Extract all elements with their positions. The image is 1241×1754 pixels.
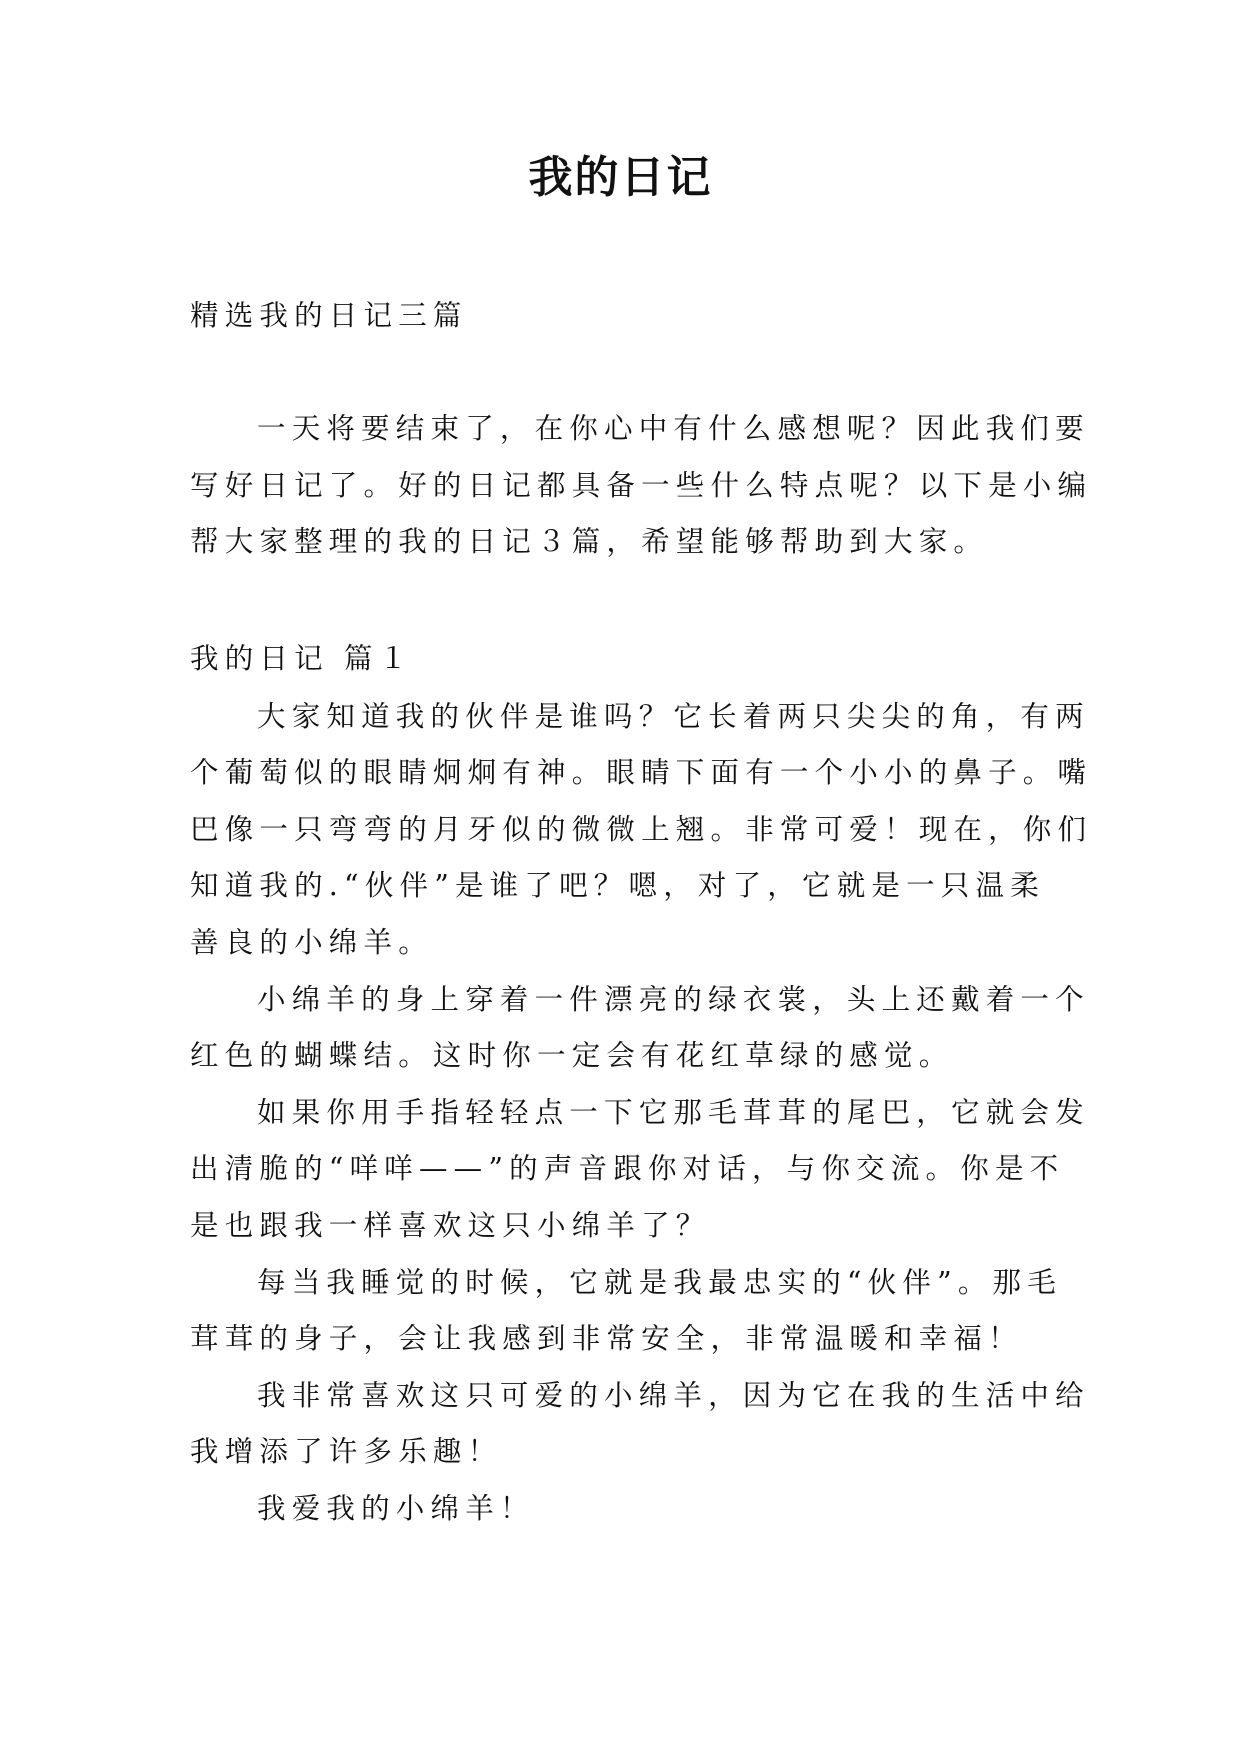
subtitle: 精选我的日记三篇 bbox=[190, 299, 468, 332]
paragraph-1-line-4: 知道我的.“伙伴”是谁了吧？嗯，对了，它就是一只温柔 bbox=[190, 869, 1045, 902]
paragraph-1-line-5: 善良的小绵羊。 bbox=[190, 926, 433, 959]
paragraph-2-line-1: 小绵羊的身上穿着一件漂亮的绿衣裳，头上还戴着一个 bbox=[257, 983, 1090, 1016]
paragraph-1-line-1: 大家知道我的伙伴是谁吗？它长着两只尖尖的角，有两 bbox=[257, 700, 1090, 733]
section-heading: 我的日记 篇１ bbox=[190, 642, 414, 675]
paragraph-5-line-1: 我非常喜欢这只可爱的小绵羊，因为它在我的生活中给 bbox=[257, 1379, 1090, 1412]
paragraph-1-line-2: 个葡萄似的眼睛炯炯有神。眼睛下面有一个小小的鼻子。嘴 bbox=[190, 756, 1093, 789]
paragraph-3-line-2: 出清脆的“咩咩——”的声音跟你对话，与你交流。你是不 bbox=[190, 1152, 1065, 1185]
paragraph-1-line-3: 巴像一只弯弯的月牙似的微微上翘。非常可爱！现在，你们 bbox=[190, 813, 1093, 846]
intro-line-1: 一天将要结束了，在你心中有什么感想呢？因此我们要 bbox=[257, 412, 1090, 445]
paragraph-4-line-1: 每当我睡觉的时候，它就是我最忠实的“伙伴”。那毛 bbox=[257, 1266, 1062, 1299]
intro-line-3: 帮大家整理的我的日记３篇，希望能够帮助到大家。 bbox=[190, 525, 989, 558]
paragraph-3-line-3: 是也跟我一样喜欢这只小绵羊了？ bbox=[190, 1209, 711, 1242]
paragraph-2-line-2: 红色的蝴蝶结。这时你一定会有花红草绿的感觉。 bbox=[190, 1039, 954, 1072]
paragraph-3-line-1: 如果你用手指轻轻点一下它那毛茸茸的尾巴，它就会发 bbox=[257, 1096, 1090, 1129]
paragraph-4-line-2: 茸茸的身子，会让我感到非常安全，非常温暖和幸福！ bbox=[190, 1322, 1023, 1355]
paragraph-6-line-1: 我爱我的小绵羊！ bbox=[257, 1492, 535, 1525]
page-title: 我的日记 bbox=[528, 152, 713, 203]
paragraph-5-line-2: 我增添了许多乐趣！ bbox=[190, 1435, 503, 1468]
intro-line-2: 写好日记了。好的日记都具备一些什么特点呢？以下是小编 bbox=[190, 469, 1093, 502]
